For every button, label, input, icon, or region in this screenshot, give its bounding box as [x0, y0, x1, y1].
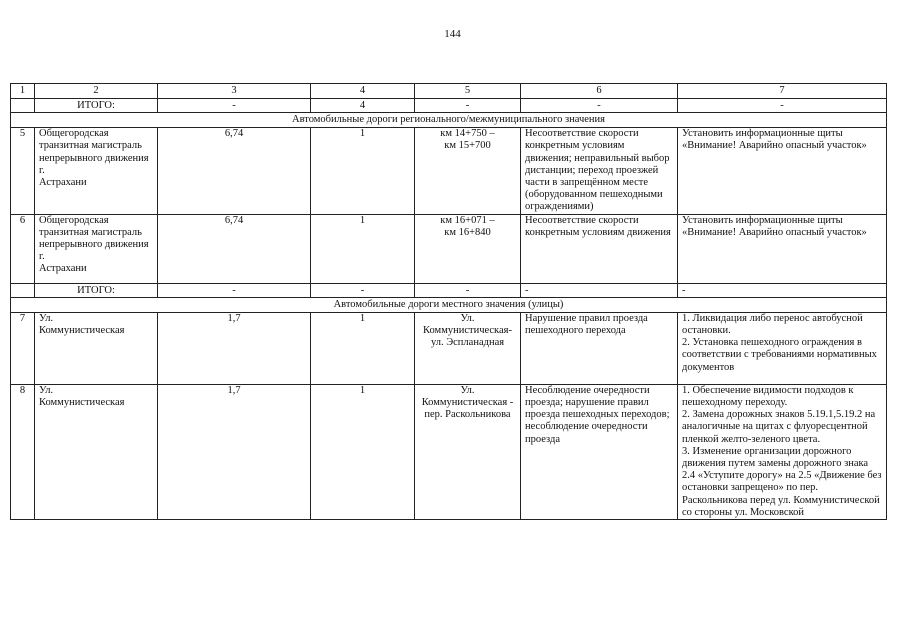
site-location: км 14+750 – км 15+700 [415, 128, 521, 214]
table-row [11, 214, 887, 283]
total-value: - [521, 99, 678, 113]
table-row [11, 312, 887, 384]
road-name: Ул. Коммунистическая [35, 384, 158, 519]
empty-cell [11, 283, 35, 297]
road-length: 6,74 [158, 128, 311, 214]
total-value: - [158, 283, 311, 297]
measures: 1. Обеспечение видимости подходов к пешеходному переходу. 2. Замена дорожных знаков 5.19.1,5.19.2 на аналогичные на щитах с флуоресцентной пленкой желто-зеленого цвета. 3. Изменение организации дорожного движения путем замены дорожного знака 2.4 «Уступите дорогу» на 2.5 «Движение без остановки запрещено» по пер. Раскольникова перед ул. Коммунистической со стороны ул. Московской [678, 384, 887, 519]
col-header: 3 [158, 84, 311, 99]
road-name: Общегородская транзитная магистраль непрерывного движения г. Астрахани [35, 214, 158, 283]
col-header: 4 [311, 84, 415, 99]
road-length: 1,7 [158, 312, 311, 384]
total-value: - [678, 283, 887, 297]
section-heading-row [11, 113, 887, 128]
section-heading-row [11, 297, 887, 312]
table-row [11, 384, 887, 519]
accident-count: 1 [311, 214, 415, 283]
measures: Установить информационные щиты «Внимание! Аварийно опасный участок» [678, 128, 887, 214]
measures: Установить информационные щиты «Внимание! Аварийно опасный участок» [678, 214, 887, 283]
road-length: 6,74 [158, 214, 311, 283]
col-header: 6 [521, 84, 678, 99]
accident-cause: Несоответствие скорости конкретным условиям движения; неправильный выбор дистанции; переход проезжей части в запрещённом месте (оборудованном пешеходными ограждениями) [521, 128, 678, 214]
total-value: - [678, 99, 887, 113]
empty-cell [11, 99, 35, 113]
accident-count: 1 [311, 312, 415, 384]
col-header: 1 [11, 84, 35, 99]
total-label: ИТОГО: [35, 283, 158, 297]
accident-cause: Несоответствие скорости конкретным условиям движения [521, 214, 678, 283]
total-value: 4 [311, 99, 415, 113]
site-location: км 16+071 – км 16+840 [415, 214, 521, 283]
accident-count: 1 [311, 384, 415, 519]
total-row [11, 99, 887, 113]
table-row [11, 128, 887, 214]
total-value: - [158, 99, 311, 113]
section-heading: Автомобильные дороги регионального/межмуниципального значения [11, 113, 887, 128]
road-name: Ул. Коммунистическая [35, 312, 158, 384]
col-header: 2 [35, 84, 158, 99]
measures: 1. Ликвидация либо перенос автобусной остановки. 2. Установка пешеходного ограждения в соответствии с требованиями нормативных документов [678, 312, 887, 384]
total-value: - [415, 99, 521, 113]
page-number: 144 [444, 28, 461, 40]
total-value: - [311, 283, 415, 297]
total-value: - [415, 283, 521, 297]
row-number: 8 [11, 384, 35, 519]
total-row [11, 283, 887, 297]
accident-count: 1 [311, 128, 415, 214]
total-value: - [521, 283, 678, 297]
accident-cause: Нарушение правил проезда пешеходного перехода [521, 312, 678, 384]
row-number: 6 [11, 214, 35, 283]
column-number-row [11, 84, 887, 99]
row-number: 7 [11, 312, 35, 384]
road-length: 1,7 [158, 384, 311, 519]
col-header: 7 [678, 84, 887, 99]
col-header: 5 [415, 84, 521, 99]
row-number: 5 [11, 128, 35, 214]
total-label: ИТОГО: [35, 99, 158, 113]
section-heading: Автомобильные дороги местного значения (улицы) [11, 297, 887, 312]
site-location: Ул. Коммунистическая - пер. Раскольникова [415, 384, 521, 519]
accident-cause: Несоблюдение очередности проезда; нарушение правил проезда пешеходных переходов; несоблюдение очередности проезда [521, 384, 678, 519]
road-name: Общегородская транзитная магистраль непрерывного движения г. Астрахани [35, 128, 158, 214]
site-location: Ул. Коммунистическая- ул. Эспланадная [415, 312, 521, 384]
accident-sites-table [10, 83, 887, 520]
